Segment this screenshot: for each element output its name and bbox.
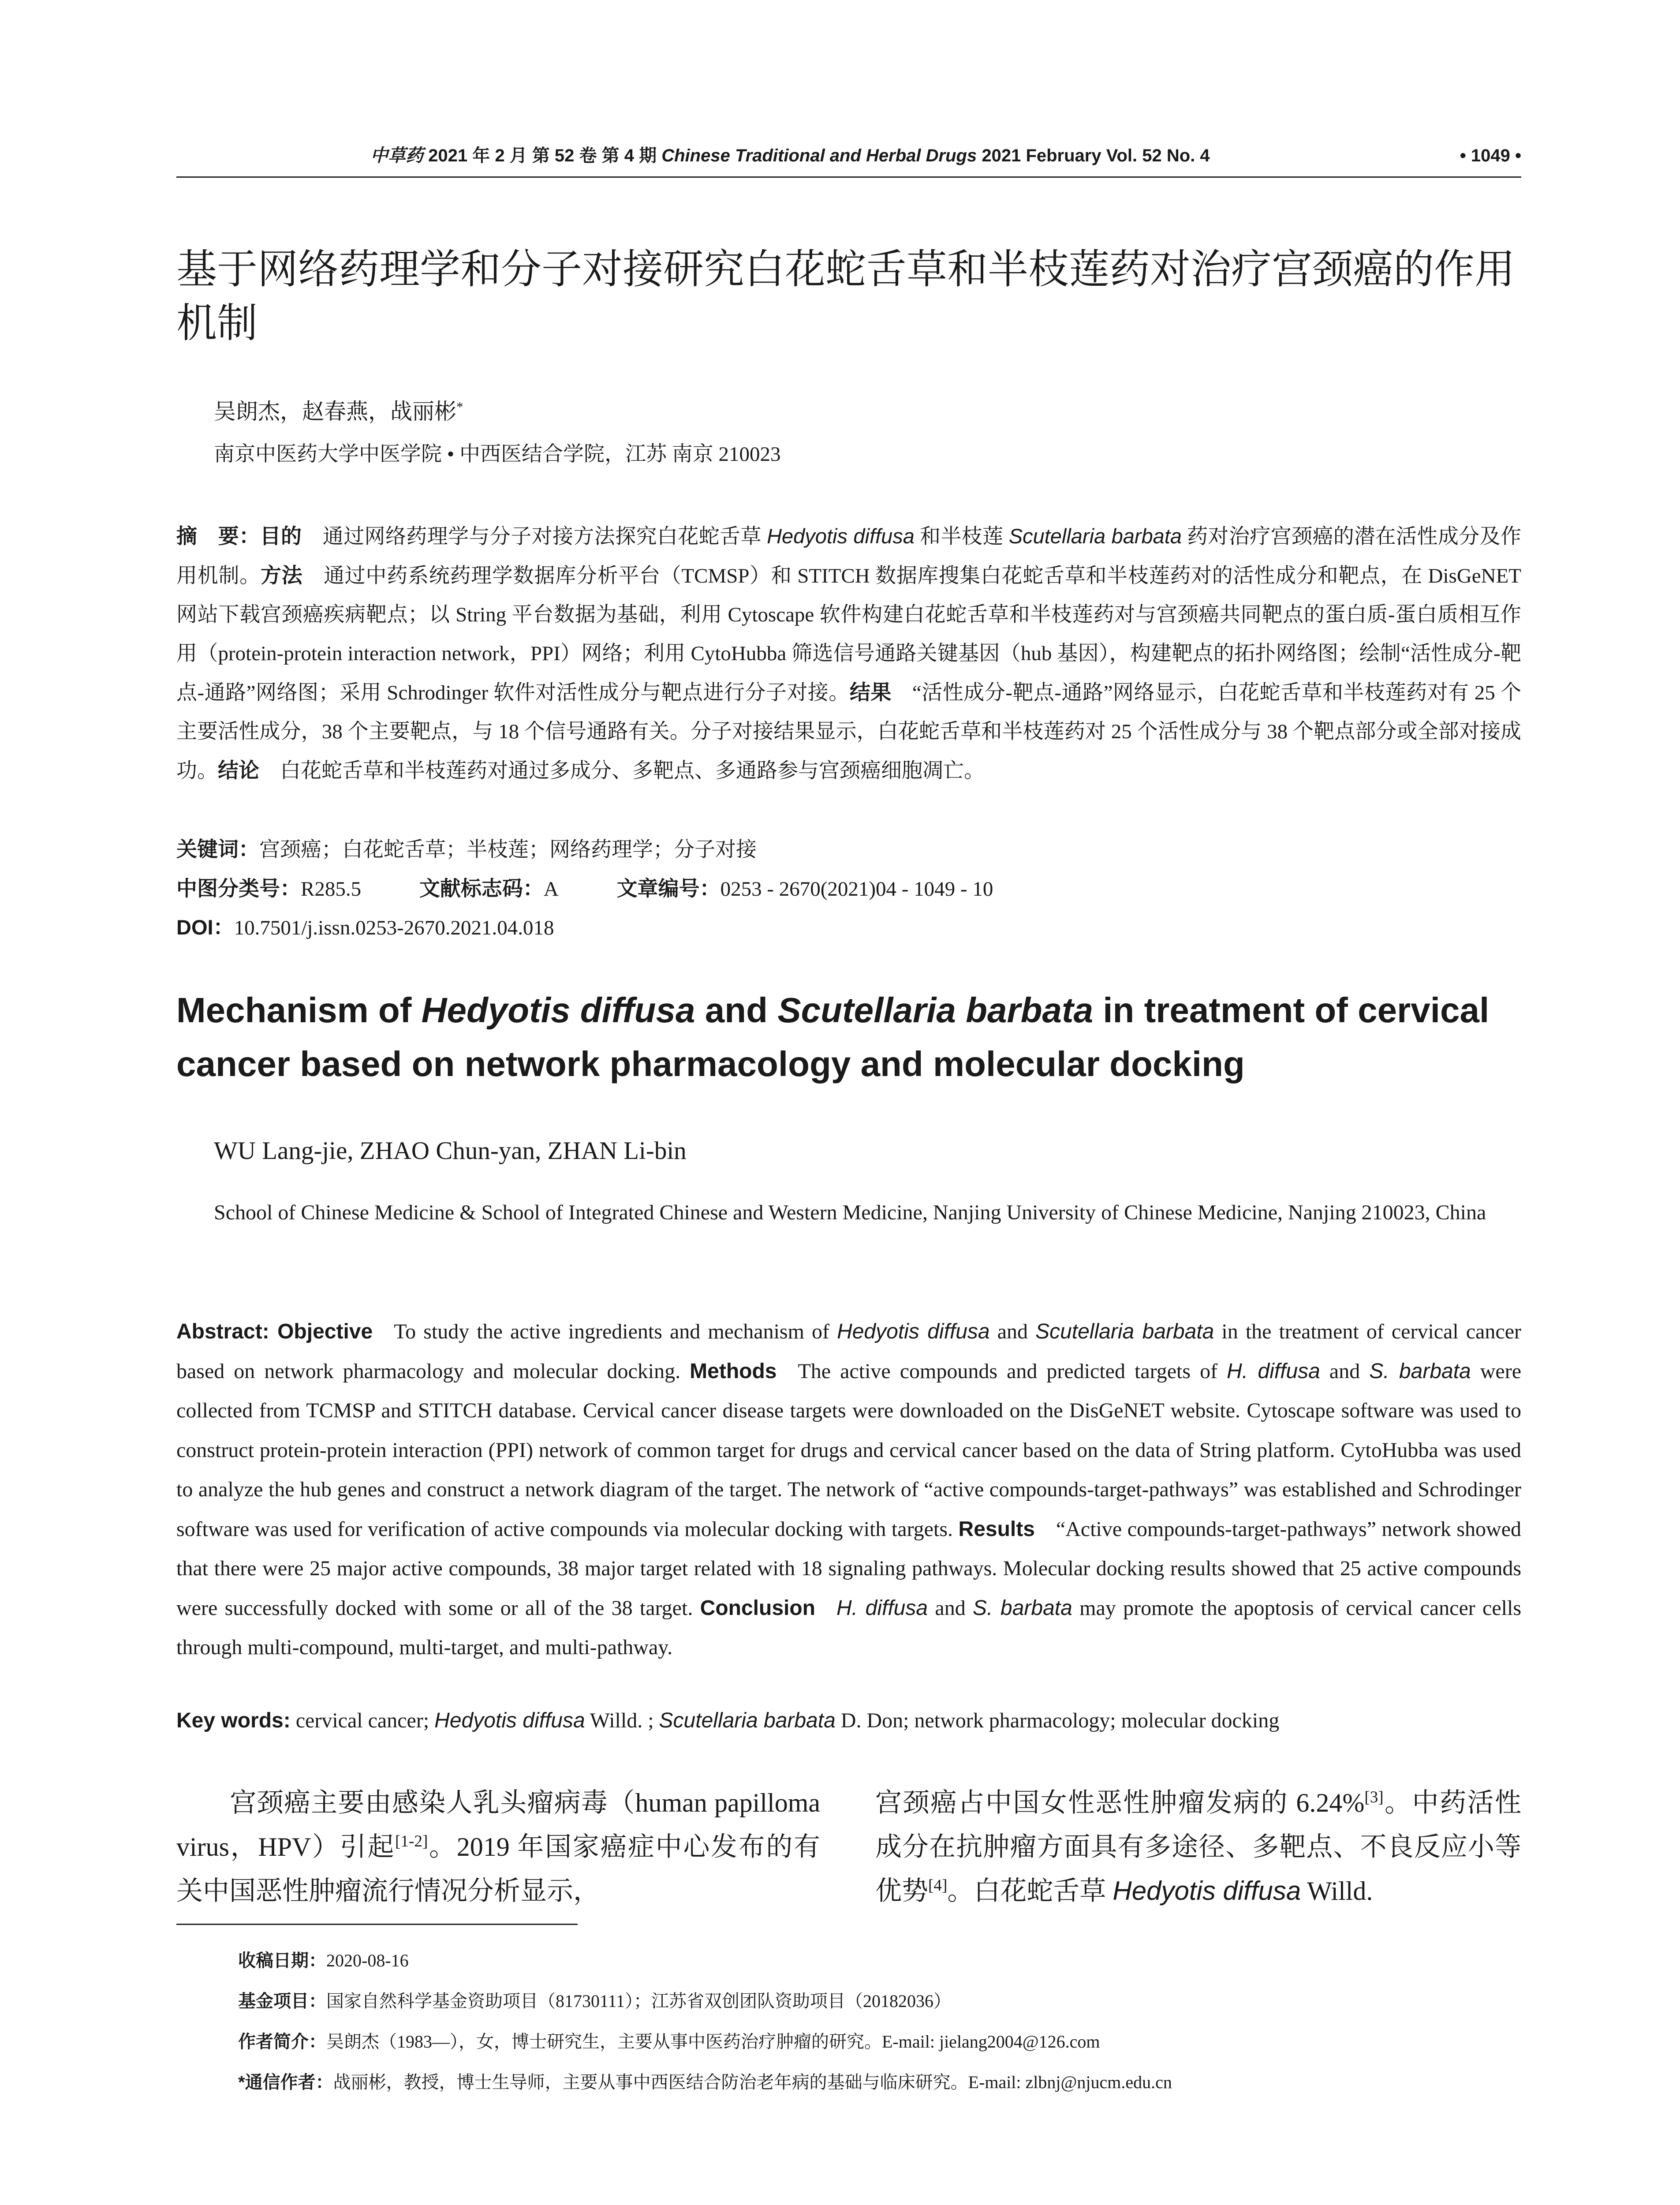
clc-label: 中图分类号：: [176, 877, 301, 900]
en-hd-abbr: H. diffusa: [1227, 1359, 1320, 1383]
corresponding-label: *通信作者：: [238, 2073, 333, 2092]
en-conclusion-hd: H. diffusa: [836, 1596, 928, 1620]
keywords-cn: 宫颈癌；白花蛇舌草；半枝莲；网络药理学；分子对接: [259, 838, 757, 861]
header-rule: [176, 176, 1521, 178]
results-label-en: Results: [958, 1517, 1035, 1541]
results-label-cn: 结果: [849, 680, 892, 704]
body-left-text-1: 宫颈癌主要由感染人乳头瘤病毒（human papilloma virus，HPV）引起: [176, 1788, 820, 1861]
citation-1-2[interactable]: [1-2]: [395, 1832, 428, 1850]
body-left-text-2: 。2019 年国家癌症中心发布的有关中国恶性肿瘤流行情况分析显示，: [176, 1832, 821, 1906]
footnote-rule: [176, 1924, 578, 1925]
english-affiliation: School of Chinese Medicine & School of Integrated Chinese and Western Medicine, Nanjing University of Chinese Medicine, Nanjing 210023, China: [214, 1201, 1486, 1224]
chinese-affiliation: 南京中医药大学中医学院 • 中西医结合学院，江苏 南京 210023: [214, 443, 781, 466]
doi-value: 10.7501/j.issn.0253-2670.2021.04.018: [234, 916, 554, 939]
article-no-label: 文章编号：: [616, 877, 721, 900]
keywords-label-en: Key words:: [176, 1709, 291, 1732]
en-sb-abbr: S. barbata: [1369, 1359, 1471, 1383]
methods-text-en-2: were collected from TCMSP and STITCH database. Cervical cancer disease targets were downloaded on the DisGeNET website. Cytoscape software was used to construct protein-protein interaction (PPI) network of common target for drugs and cervical cancer based on the data of String platform. CytoHubba was used to analyze the hub genes and construct a network diagram of the target. The network of “active compounds-target-pathways” was established and Schrodinger software was used for verification of active compounds via molecular docking with targets.: [176, 1359, 1522, 1541]
footnote-fund: [238, 1981, 1521, 2022]
english-title-part-1: Mechanism of: [176, 990, 422, 1030]
chinese-keywords: [176, 832, 1521, 867]
objective-text-en-2: in the treatment of cervical cancer based on network pharmacology and molecular docking.: [176, 1320, 1522, 1383]
english-title-part-2: and: [695, 990, 778, 1030]
author-bio-label: 作者简介：: [238, 2032, 326, 2052]
clc-value: R285.5: [301, 878, 362, 901]
species-hedyotis: Hedyotis diffusa: [767, 524, 915, 548]
methods-text-en: The active compounds and predicted targets of: [798, 1359, 1227, 1383]
footnote-received: [238, 1940, 1521, 1981]
kw-scutellaria: Scutellaria barbata: [659, 1709, 836, 1732]
journal-name-cn: 中草药: [370, 146, 423, 165]
chinese-authors: [214, 396, 463, 427]
doc-code-value: A: [543, 878, 559, 901]
footnote-author: [238, 2022, 1521, 2062]
en-species-hedyotis: Hedyotis diffusa: [837, 1320, 990, 1343]
issue-cn: 2021 年 2 月 第 52 卷 第 4 期: [428, 146, 657, 165]
page-number: • 1049 •: [1460, 146, 1521, 165]
running-header: [176, 140, 1521, 171]
methods-label-en: Methods: [690, 1359, 777, 1383]
received-label: 收稿日期：: [238, 1951, 326, 1970]
conclusion-text-cn: 白花蛇舌草和半枝莲药对通过多成分、多靶点、多通路参与宫颈癌细胞凋亡。: [280, 759, 985, 782]
citation-3[interactable]: [3]: [1364, 1788, 1384, 1806]
methods-text-cn: 通过中药系统药理学数据库分析平台（TCMSP）和 STITCH 数据库搜集白花蛇舌草和半枝莲药对的活性成分和靶点，在 DisGeNET 网站下载宫颈癌疾病靶点；以 String 平台数据为基础，利用 Cytoscape 软件构建白花蛇舌草和半枝莲药对与宫颈癌共同靶点的蛋白质-蛋白质相互作用（protein-protein interaction network，PPI）网络；利用 CytoHubba 筛选信号通路关键基因（hub 基因），构建靶点的拓扑网络图；绘制“活性成分-靶点-通路”网络图；采用 Schrodinger 软件对活性成分与靶点进行分子对接。: [176, 564, 1522, 704]
chinese-author-names: 吴朗杰，赵春燕，战丽彬: [214, 399, 456, 424]
body-right-text-4: Willd.: [1301, 1876, 1373, 1906]
footnotes: [238, 1940, 1521, 2103]
article-no-value: 0253 - 2670(2021)04 - 1049 - 10: [720, 878, 993, 901]
issue-en: 2021 February Vol. 52 No. 4: [982, 146, 1210, 165]
body-hedyotis: Hedyotis diffusa: [1113, 1876, 1301, 1906]
en-conclusion-and: and: [928, 1596, 973, 1620]
conclusion-text-en: may promote the apoptosis of cervical cancer cells through multi-compound, multi-target, and multi-pathway.: [176, 1596, 1522, 1659]
conclusion-label-en: Conclusion: [700, 1596, 815, 1620]
header-journal-info: [370, 140, 1210, 171]
keywords-en-3: D. Don; network pharmacology; molecular docking: [835, 1709, 1280, 1732]
body-column-left: [176, 1781, 820, 1913]
methods-label-cn: 方法: [260, 564, 303, 587]
classification-line: [176, 871, 1521, 907]
body-right-text-2: 。中药活性成分在抗肿瘤方面具有多途径、多靶点、不良反应小等优势: [875, 1788, 1521, 1906]
english-authors: WU Lang-jie, ZHAO Chun-yan, ZHAN Li-bin: [214, 1137, 687, 1165]
en-conclusion-sb: S. barbata: [973, 1596, 1072, 1620]
chinese-title: 基于网络药理学和分子对接研究白花蛇舌草和半枝莲药对治疗宫颈癌的作用机制: [176, 247, 1516, 346]
objective-text-cn: 通过网络药理学与分子对接方法探究白花蛇舌草: [322, 525, 767, 548]
en-species-scutellaria: Scutellaria barbata: [1035, 1320, 1214, 1343]
en-methods-and: and: [1320, 1359, 1370, 1383]
conclusion-label-cn: 结论: [218, 759, 259, 782]
corresponding-mark: *: [456, 399, 463, 415]
doc-code-label: 文献标志码：: [419, 877, 544, 900]
abstract-label-en: Abstract: Objective: [176, 1320, 373, 1343]
english-keywords: [176, 1703, 1521, 1738]
received-date: 2020-08-16: [326, 1951, 409, 1970]
fund-label: 基金项目：: [238, 1992, 326, 2011]
english-title-part-3: in treatment of cervical cancer based on network pharmacology and molecular docking: [176, 990, 1490, 1084]
footnote-corresponding: [238, 2062, 1521, 2103]
english-abstract: [176, 1312, 1521, 1667]
body-right-text-3: 。白花蛇舌草: [947, 1876, 1113, 1906]
corresponding-text: 战丽彬，教授，博士生导师，主要从事中西医结合防治老年病的基础与临床研究。E-mail: zlbnj@njucm.edu.cn: [333, 2072, 1172, 2092]
body-right-text-1: 宫颈癌占中国女性恶性肿瘤发病的 6.24%: [875, 1788, 1365, 1817]
objective-label-cn: 目的: [260, 524, 302, 548]
chinese-abstract: [176, 517, 1521, 790]
doi-line: [176, 910, 1521, 946]
author-bio-text: 吴朗杰（1983—），女，博士研究生，主要从事中医药治疗肿瘤的研究。E-mail: jielang2004@126.com: [326, 2032, 1100, 2052]
results-text-cn: “活性成分-靶点-通路”网络显示，白花蛇舌草和半枝莲药对有 25 个主要活性成分，38 个主要靶点，与 18 个信号通路有关。分子对接结果显示，白花蛇舌草和半枝莲药对 25 个活性成分与 38 个靶点部分或全部对接成功。: [176, 681, 1521, 782]
fund-text: 国家自然科学基金资助项目（81730111）；江苏省双创团队资助项目（20182036）: [326, 1991, 952, 2011]
kw-hedyotis: Hedyotis diffusa: [434, 1709, 585, 1732]
keywords-en-2: Willd. ;: [585, 1709, 659, 1732]
objective-text-cn-2: 和半枝莲: [914, 525, 1009, 548]
en-and: and: [989, 1320, 1036, 1343]
doi-label: DOI：: [176, 916, 234, 939]
objective-text-cn-3: 药对治疗宫颈癌的潜在活性成分及作用机制。: [176, 525, 1522, 587]
body-column-right: [875, 1781, 1521, 1913]
objective-text-en: To study the active ingredients and mechanism of: [394, 1320, 837, 1343]
english-title: [176, 983, 1521, 1091]
english-title-scutellaria: Scutellaria barbata: [777, 990, 1094, 1030]
keywords-label-cn: 关键词：: [176, 837, 259, 861]
results-text-en: “Active compounds-target-pathways” network showed that there were 25 major active compounds, 38 major target related with 18 signaling pathways. Molecular docking results showed that 25 active compounds were successfully docked with some or all of the 38 target.: [176, 1517, 1522, 1620]
citation-4[interactable]: [4]: [928, 1876, 948, 1895]
journal-name-en: Chinese Traditional and Herbal Drugs: [661, 146, 977, 165]
abstract-label-cn: 摘 要：: [176, 524, 260, 548]
keywords-en-1: cervical cancer;: [290, 1709, 435, 1732]
species-scutellaria: Scutellaria barbata: [1008, 524, 1182, 548]
english-title-hedyotis: Hedyotis diffusa: [421, 990, 695, 1030]
